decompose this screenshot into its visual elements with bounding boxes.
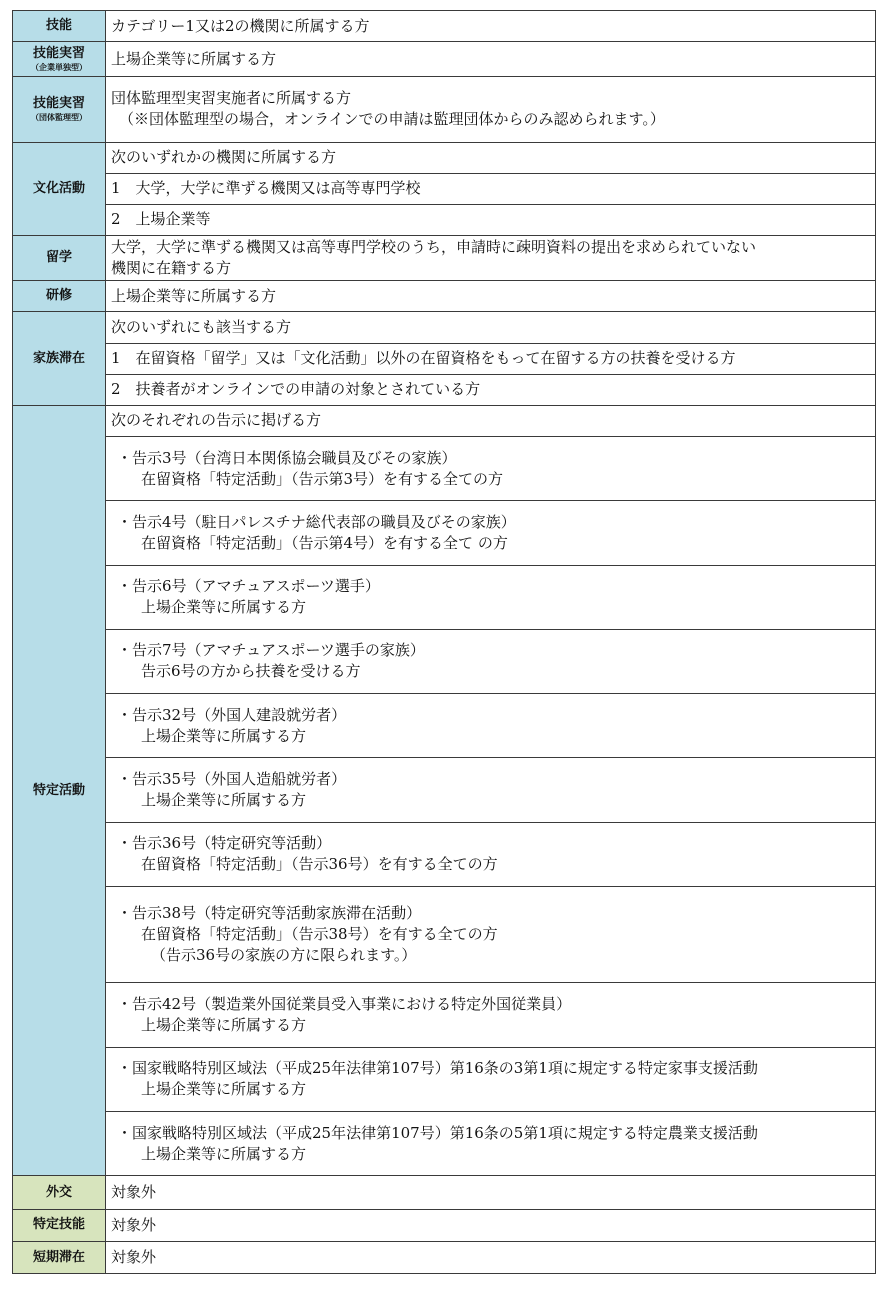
row-label-bunka: 文化活動 [13,142,106,235]
tokutei-item-7: ・告示38号（特定研究等活動家族滞在活動） 在留資格「特定活動」（告示38号）を有する全ての方 （告示36号の家族の方に限られます。） [106,887,876,983]
row-text-ryugaku: 大学，大学に準ずる機関又は高等専門学校のうち，申請時に疎明資料の提出を求められていない 機関に在籍する方 [106,236,876,281]
row-text-ginou: カテゴリー1又は2の機関に所属する方 [106,11,876,42]
row-text-bunka-0: 次のいずれかの機関に所属する方 [106,142,876,173]
row-label-ginou-jisshu-kigyou: 技能実習 （企業単独型） [13,42,106,77]
row-label-ginou: 技能 [13,11,106,42]
row-text-gaikou: 対象外 [106,1176,876,1209]
tokutei-item-2: ・告示6号（アマチュアスポーツ選手） 上場企業等に所属する方 [106,565,876,629]
row-text-ginou-jisshu-kigyou: 上場企業等に所属する方 [106,42,876,77]
tokutei-item-0: ・告示3号（台湾日本関係協会職員及びその家族） 在留資格「特定活動」（告示第3号）を有する全ての方 [106,436,876,500]
row-label-tokutei: 特定活動 [13,405,106,1176]
tokutei-item-6: ・告示36号（特定研究等活動） 在留資格「特定活動」（告示36号）を有する全ての方 [106,822,876,886]
tokutei-item-1: ・告示4号（駐日パレスチナ総代表部の職員及びその家族） 在留資格「特定活動」（告示第4号）を有する全て の方 [106,501,876,565]
row-label-gaikou: 外交 [13,1176,106,1209]
tokutei-item-5: ・告示35号（外国人造船就労者） 上場企業等に所属する方 [106,758,876,822]
row-text-kazoku-1: 1 在留資格「留学」又は「文化活動」以外の在留資格をもって在留する方の扶養を受ける方 [106,343,876,374]
tokutei-item-4: ・告示32号（外国人建設就労者） 上場企業等に所属する方 [106,694,876,758]
row-text-ginou-jisshu-dantai: 団体監理型実習実施者に所属する方 （※団体監理型の場合，オンラインでの申請は監理団体からのみ認められます。） [106,77,876,142]
row-label-tanki: 短期滞在 [13,1241,106,1273]
tokutei-item-3: ・告示7号（アマチュアスポーツ選手の家族） 告示6号の方から扶養を受ける方 [106,629,876,693]
row-label-ginou-jisshu-dantai: 技能実習 （団体監理型） [13,77,106,142]
row-text-tanki: 対象外 [106,1241,876,1273]
row-text-bunka-2: 2 上場企業等 [106,204,876,235]
row-label-kazoku: 家族滞在 [13,312,106,405]
row-text-kazoku-0: 次のいずれにも該当する方 [106,312,876,343]
tokutei-item-8: ・告示42号（製造業外国従業員受入事業における特定外国従業員） 上場企業等に所属する方 [106,983,876,1047]
row-text-tokutei-intro: 次のそれぞれの告示に掲げる方 [106,405,876,436]
tokutei-item-10: ・国家戦略特別区域法（平成25年法律第107号）第16条の5第1項に規定する特定農業支援活動 上場企業等に所属する方 [106,1112,876,1176]
row-text-kazoku-2: 2 扶養者がオンラインでの申請の対象とされている方 [106,374,876,405]
row-label-kenshu: 研修 [13,281,106,312]
row-label-ryugaku: 留学 [13,236,106,281]
row-text-tokutei-ginou: 対象外 [106,1209,876,1241]
row-text-kenshu: 上場企業等に所属する方 [106,281,876,312]
tokutei-item-9: ・国家戦略特別区域法（平成25年法律第107号）第16条の3第1項に規定する特定家事支援活動 上場企業等に所属する方 [106,1047,876,1111]
eligibility-table [12,10,876,1274]
row-label-tokutei-ginou: 特定技能 [13,1209,106,1241]
row-text-bunka-1: 1 大学，大学に準ずる機関又は高等専門学校 [106,173,876,204]
